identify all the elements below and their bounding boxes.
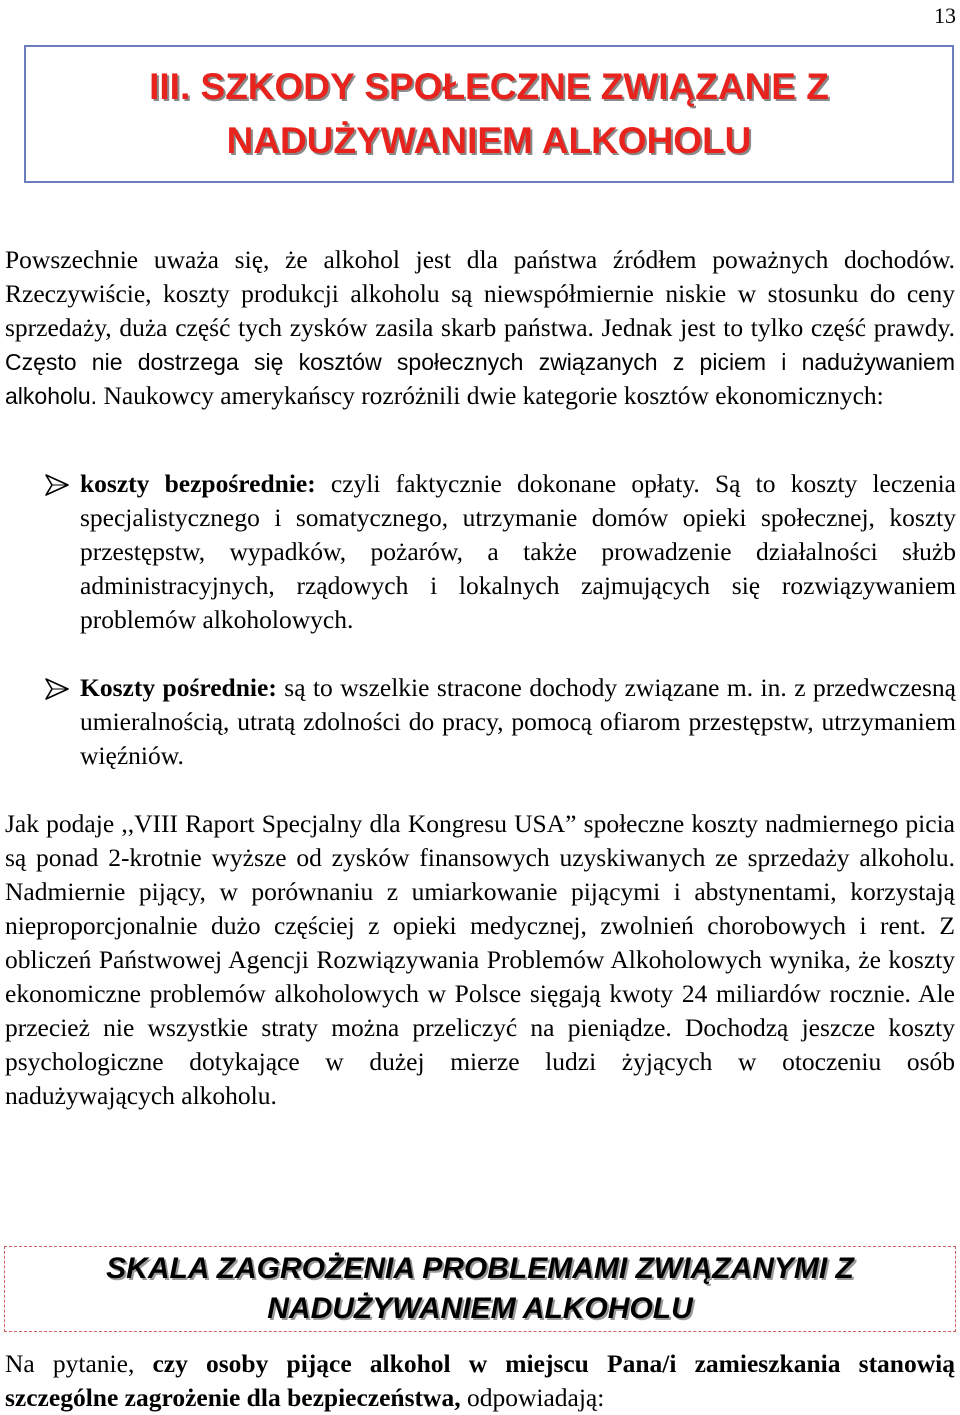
survey-question-bold: czy osoby pijące alkohol w miejscu Pana/i zamieszkania stanowią szczególne zagrożenie dla bezpieczeństwa,: [5, 1349, 955, 1412]
bullet-indirect-costs-term: Koszty pośrednie:: [80, 673, 277, 702]
section-title-box: [4, 1246, 956, 1332]
section-title-line-1: SKALA ZAGROŻENIA PROBLEMAMI ZWIĄZANYMI Z: [106, 1252, 854, 1285]
report-paragraph: Jak podaje ,,VIII Raport Specjalny dla Kongresu USA” społeczne koszty nadmiernego picia są ponad 2-krotnie wyższe od zysków finansowych uzyskiwanych ze sprzedaży alkoholu. Nadmiernie pijący, w porównaniu z umiarkowanie pijącymi i abstynentami, korzystają nieproporcjonalnie dużo częściej z opieki medycznej, zwolnień chorobowych i rent. Z obliczeń Państwowej Agencji Rozwiązywania Problemów Alkoholowych wynika, że koszty ekonomiczne problemów alkoholowych w Polsce sięgają kwoty 24 miliardów rocznie. Ale przecież nie wszystkie straty można przeliczyć na pieniądze. Dochodzą jeszcze koszty psychologiczne dotykające w dużej mierze ludzi żyjących w otoczeniu osób nadużywających alkoholu.: [5, 809, 955, 1110]
chapter-title-line-2: NADUŻYWANIEM ALKOHOLU: [226, 120, 752, 161]
intro-part-3: Naukowcy amerykańscy rozróżnili dwie kategorie kosztów ekonomicznych:: [97, 381, 884, 410]
intro-part-1: Powszechnie uważa się, że alkohol jest dla państwa źródłem poważnych dochodów. Rzeczywiście, koszty produkcji alkoholu są niewspółmiernie niskie w stosunku do ceny sprzedaży, duża część tych zysków zasila skarb państwa. Jednak jest to tylko część prawdy.: [5, 245, 955, 342]
bullet-indirect-costs-text: są to wszelkie stracone dochody związane m. in. z przedwczesną umieralnością, utratą zdolności do pracy, pomocą ofiarom przestępstw, utrzymaniem więźniów.: [80, 673, 956, 770]
intro-part-2: Często nie dostrzega się kosztów społecznych związanych z piciem i nadużywaniem alkoholu.: [5, 349, 955, 409]
bullet-direct-costs: [80, 467, 956, 637]
bullet-indirect-costs: [80, 671, 956, 773]
arrow-bullet-icon: [44, 677, 74, 701]
chapter-title-line-1: III. SZKODY SPOŁECZNE ZWIĄZANE Z: [149, 66, 829, 107]
section-title-line-2: NADUŻYWANIEM ALKOHOLU: [267, 1292, 693, 1325]
bullet-direct-costs-term: koszty bezpośrednie:: [80, 469, 316, 498]
arrow-bullet-icon: [44, 473, 74, 497]
page-number: 13: [934, 3, 956, 28]
bullet-direct-costs-text: czyli faktycznie dokonane opłaty. Są to koszty leczenia specjalistycznego i somatycznego, utrzymanie domów opieki społecznej, koszty przestępstw, wypadków, pożarów, a także prowadzenie działalności służb administracyjnych, rządowych i lokalnych zajmujących się rozwiązywaniem problemów alkoholowych.: [80, 469, 956, 634]
survey-question-tail: odpowiadają:: [460, 1383, 605, 1412]
survey-question-lead: Na pytanie,: [5, 1349, 153, 1378]
intro-paragraph: [5, 243, 955, 413]
survey-question-paragraph: [5, 1347, 955, 1415]
chapter-title-box: [24, 45, 954, 183]
